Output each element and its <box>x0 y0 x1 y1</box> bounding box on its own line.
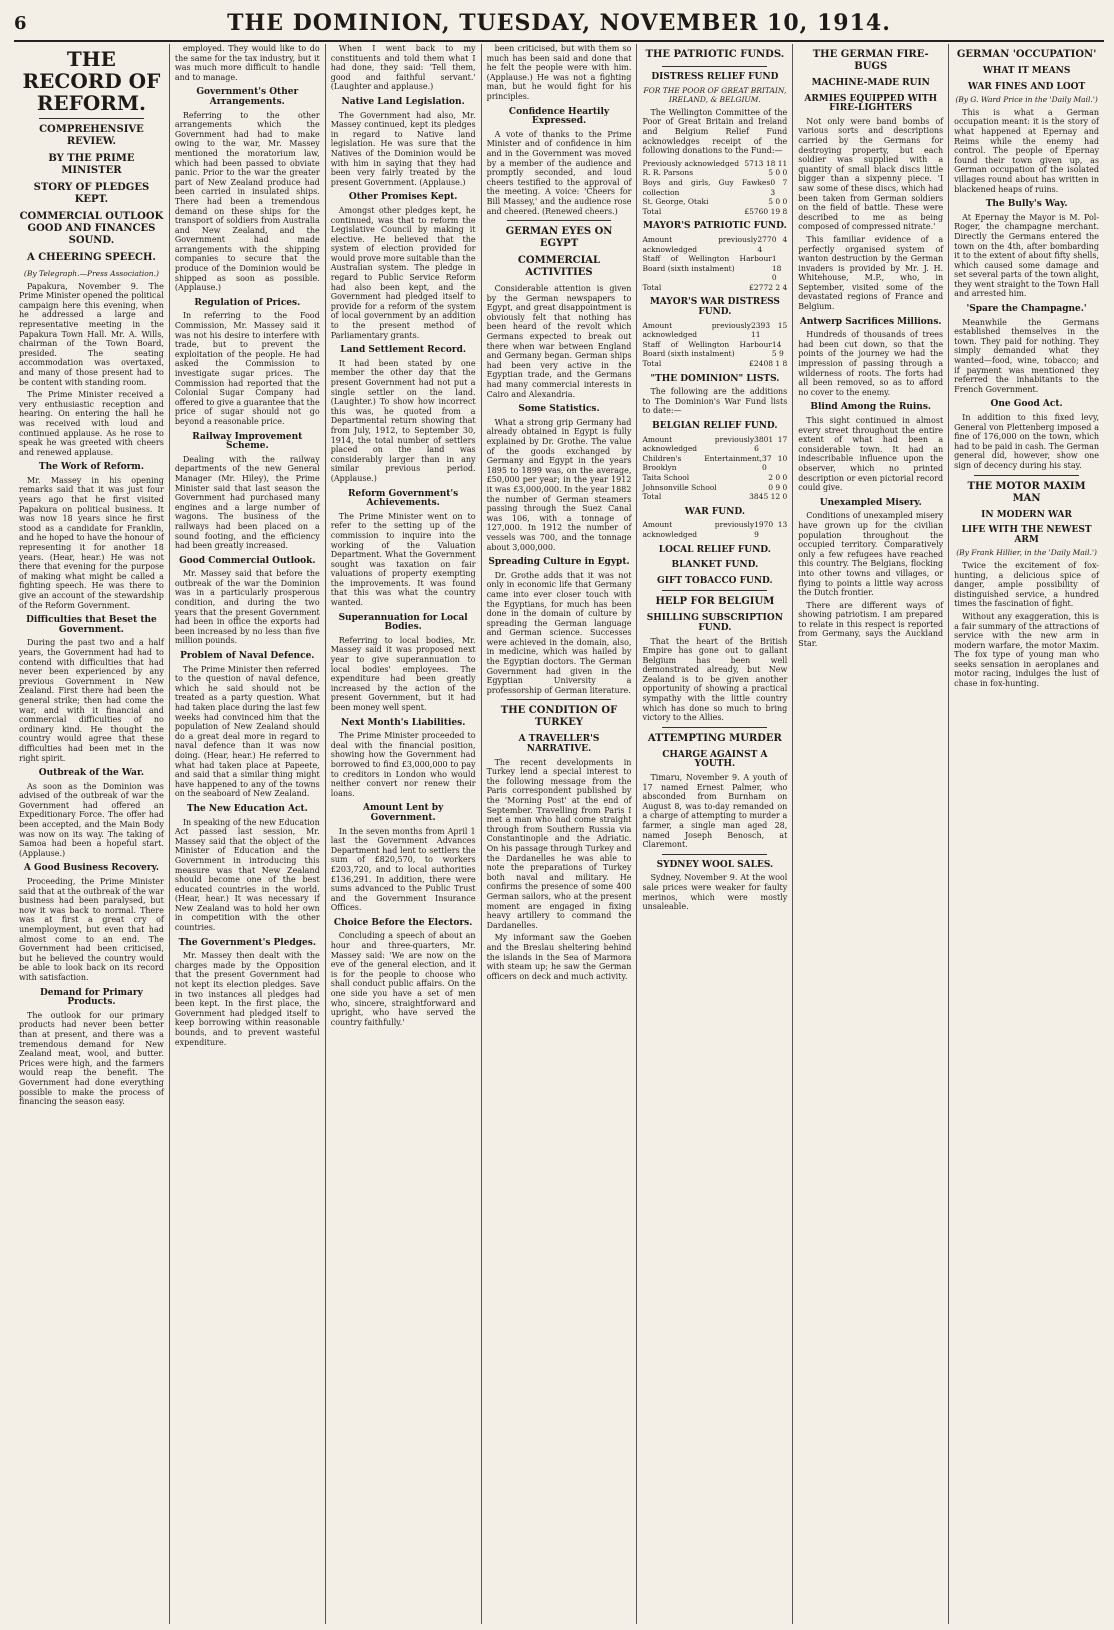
lead-text: FOR THE POOR OF GREAT BRITAIN, IRELAND, & BELGIUM. <box>643 85 787 105</box>
headline-motor-maxim-man: THE MOTOR MAXIM MAN <box>967 480 1086 504</box>
fund-row-label: R. R. Parsons <box>642 168 694 178</box>
byline: (By Telegraph.—Press Association.) <box>23 269 159 278</box>
fund-row-amount: 5 0 0 <box>768 197 788 207</box>
newspaper-title: THE DOMINION, TUESDAY, NOVEMBER 10, 1914. <box>227 10 891 36</box>
section-heading: A Good Business Recovery. <box>23 863 159 874</box>
subhead: CHARGE AGAINST A YOUTH. <box>662 749 768 770</box>
fund-row-label: Amount previously acknowledged <box>642 434 755 454</box>
fund-row <box>642 207 787 217</box>
fund-table <box>642 159 787 217</box>
paragraph: Mr. Massey in his opening remarks said that it was just four years ago that he first visited Papakura on political business. It was now 18 years since he first stood as a candidate for Franklin, and he hoped to have the honour of representing it for another 18 years. (Hear, hear.) He was not there that evening for the purpose of making what might be called a fighting speech. He was there to give an account of the stewardship of the Reform Government. <box>19 475 164 610</box>
paragraph: The Prime Minister received a very enthusiastic reception and hearing. On entering the hall he was received with loud and continued applause. As he rose to speak he was greeted with cheers and renewed applause. <box>19 390 164 457</box>
paragraph: During the past two and a half years, the Government had had to contend with difficulties that had never been experienced by any previous Government in New Zealand. First there had been the general strike; then had come the war, and with it financial and commercial difficulties of no ordinary kind. He thought the country would agree that these difficulties had been met in the right spirit. <box>19 638 164 763</box>
fund-row-label: Total <box>642 206 662 216</box>
fund-row-label: Total <box>642 492 662 502</box>
column-7 <box>949 44 1104 1624</box>
headline-attempting-murder: ATTEMPTING MURDER <box>647 732 782 744</box>
column-4 <box>482 44 638 1624</box>
section-heading: Choice Before the Electors. <box>333 917 473 928</box>
fund-row-amount: £5760 19 8 <box>744 206 788 216</box>
paragraph: The Wellington Committee of the Poor of Great Britain and Ireland and Belgium Relief Fund acknowledges receipt of the following donations to the Fund:— <box>642 107 788 156</box>
paragraph: Dr. Grothe adds that it was not only in economic life that Germany came into ever closer touch with the Egyptians, for much has been done in the domain of culture by spreading the German language and German science. Successes were achieved in the domain, also, in medicine, which was hailed by the Egyptian doctors. The German Government had given in the Egyptian University a professorship of German literature. <box>486 570 632 695</box>
fund-table <box>642 321 787 369</box>
subhead: A TRAVELLER'S NARRATIVE. <box>518 734 600 755</box>
fund-row <box>642 520 787 539</box>
paragraph: In the seven months from April 1 last the Government Advances Department had lent to settlers the sum of £820,570, to workers £203,720, and to local authorities £136,291. In addition, there were sums advanced to the Public Trust and the Government Insurance Offices. <box>330 826 476 913</box>
fund-row-amount: 37 10 0 <box>762 453 788 473</box>
subhead: WAR FINES AND LOOT <box>967 81 1086 92</box>
section-heading: Regulation of Prices. <box>194 297 301 308</box>
section-heading: MAYOR'S WAR DISTRESS FUND. <box>649 297 780 318</box>
fund-row-label: Taita School <box>642 472 690 482</box>
fund-row-amount: 1970 13 9 <box>754 520 788 539</box>
section-heading: Outbreak of the War. <box>38 768 145 779</box>
section-heading: Demand for Primary Products. <box>40 987 143 1008</box>
paragraph: When I went back to my constituents and told them what I had done, they said: 'Tell them, good and faithful servant.' (Laughter and applause.) <box>330 44 476 92</box>
headline-condition-of-turkey: THE CONDITION OF TURKEY <box>500 705 618 729</box>
paragraph: Dealing with the railway departments of the new General Manager (Mr. Hiley), the Prime Minister said that last season the Government had purchased many engines and a large number of wagons. The business of the railways had been placed on a sound footing, and the efficiency had been greatly increased. <box>174 454 320 551</box>
section-heading: The Work of Reform. <box>38 462 144 473</box>
fund-table <box>642 520 787 539</box>
fund-row <box>642 159 787 169</box>
section-heading: Next Month's Liabilities. <box>340 717 466 728</box>
paragraph: My informant saw the Goeben and the Breslau sheltering behind the islands in the Sea of Marmora with steam up; he saw the German officers on deck and much activity. <box>486 933 632 981</box>
section-heading: Superannuation for Local Bodies. <box>338 612 468 633</box>
fund-row <box>642 473 787 483</box>
subhead: A CHEERING SPEECH. <box>26 252 156 263</box>
paragraph: been criticised, but with them so much has been said and done that he felt the people were with him. (Applause.) He was not a fighting man, but he would fight for his principles. <box>486 44 632 101</box>
byline: (By Frank Hillier, in the 'Daily Mail.') <box>956 548 1097 558</box>
paragraph: The Government had also, Mr. Massey continued, kept its pledges in regard to Native land legislation. He was sure that the Natives of the Dominion would be with him in saying that they had been very fairly treated by the present Government. (Applause.) <box>330 110 476 187</box>
subhead: BY THE PRIME MINISTER <box>48 153 135 176</box>
paragraph: Meanwhile the Germans established themselves in the town. They paid for nothing. They simply demanded what they wanted—food, wine, tobacco; and if payment was mentioned they referred the inhabitants to the French Government. <box>954 317 1100 394</box>
fund-row <box>642 235 787 254</box>
paragraph: The Prime Minister then referred to the question of naval defence, which he said should not be treated as a party question. What had taken place during the last few weeks had convinced him that the population of New Zealand should do a great deal more in regard to naval defence than it was now doing. (Hear, hear.) He referred to what had taken place at Papeete, and said that a similar thing might have happened to any of the towns on the seaboard of New Zealand. <box>174 664 320 799</box>
column-2 <box>170 44 326 1624</box>
fund-row <box>642 197 787 207</box>
section-heading: Unexampled Misery. <box>819 497 922 508</box>
paragraph: Timaru, November 9. A youth of 17 named Ernest Palmer, who absconded from Burnham on August 8, was to-day remanded on a charge of attempting to murder a farmer, a single man aged 28, named Joseph Benosch, at Claremont. <box>642 773 788 850</box>
column-3 <box>326 44 482 1624</box>
section-heading: One Good Act. <box>990 399 1063 410</box>
paragraph: As soon as the Dominion was advised of the outbreak of war the Government had offered an Expeditionary Force. The offer had been accepted, and the Main Body was now on its way. The taking of Samoa had been a hopeful start. (Applause.) <box>19 781 164 858</box>
paragraph: In speaking of the new Education Act passed last session, Mr. Massey said that the object of the Minister of Education and the Government in introducing this measure was that New Zealand should become one of the best educated countries in the world. (Hear, hear.) It was necessary if New Zealand was to hold her own in competition with the other countries. <box>174 817 320 933</box>
section-heading: Amount Lent by Government. <box>363 803 444 823</box>
headline-help-for-belgium: HELP FOR BELGIUM <box>655 596 775 608</box>
section-heading: WAR FUND. <box>684 506 745 517</box>
headline-patriotic-funds: THE PATRIOTIC FUNDS. <box>645 49 785 60</box>
section-heading: LOCAL RELIEF FUND. <box>658 544 771 555</box>
fund-row <box>642 435 787 454</box>
paragraph: Concluding a speech of about an hour and three-quarters, Mr. Massey said: 'We are now on the eve of the general election, and it is for the people to choose who shall conduct public affairs. On the one side you have a set of men who, sincere, straightforward and upright, who have served the country faithfully.' <box>330 931 476 1027</box>
section-heading: BELGIAN RELIEF FUND. <box>652 421 778 431</box>
fund-row-label: St. George, Otaki <box>642 197 709 207</box>
fund-row <box>642 454 787 473</box>
fund-row-amount: 2393 15 11 <box>751 320 788 340</box>
section-heading: Blind Among the Ruins. <box>810 402 932 413</box>
paragraph: Referring to the other arrangements which the Government had had to make owing to the war, Mr. Massey mentioned the moratorium law, which had been passed to obviate panic. Prior to the war the greater part of New Zealand produce had been carried in insulated ships. There had been a tremendous demand on these ships for the transport of soldiers from Australia and New Zealand, and the Government had made arrangements with the shipping companies to secure that the produce of the Dominion would be shipped as soon as possible. (Applause.) <box>174 110 320 293</box>
fund-row-label: Children's Entertainment, Brooklyn <box>642 453 763 473</box>
section-heading: Some Statistics. <box>518 404 600 415</box>
fund-row <box>642 483 787 493</box>
paragraph: This familiar evidence of a perfectly organised system of wanton destruction by the German invaders is provided by Mr. J. H. Whitehouse, M.P., who, in September, visited some of the devastated regions of France and Belgium. <box>798 234 944 312</box>
fund-row-label: Previously acknowledged <box>642 158 740 168</box>
section-heading: Other Promises Kept. <box>348 192 458 203</box>
fund-row-amount: 5 0 0 <box>768 168 788 178</box>
fund-row-amount: 3801 17 6 <box>754 434 788 454</box>
fund-row-label: Staff of Wellington Harbour Board (sixth instalment) <box>642 339 772 359</box>
section-heading: Land Settlement Record. <box>340 345 467 356</box>
headline-german-fire-bugs: THE GERMAN FIRE-BUGS <box>812 49 929 72</box>
section-heading: Native Land Legislation. <box>341 96 465 107</box>
fund-row-amount: 3845 12 0 <box>749 492 788 502</box>
section-heading: Spreading Culture in Egypt. <box>488 557 630 568</box>
section-heading: MAYOR'S PATRIOTIC FUND. <box>642 221 787 232</box>
section-heading: Railway Improvement Scheme. <box>192 431 303 452</box>
subhead: WHAT IT MEANS <box>982 66 1071 76</box>
fund-row-amount: 2 0 0 <box>768 472 788 482</box>
page-number: 6 <box>14 12 27 34</box>
subhead: COMMERCIAL OUTLOOK GOOD AND FINANCES SOUND. <box>19 211 164 246</box>
paragraph: Mr. Massey said that before the outbreak of the war the Dominion was in a particularly prosperous condition, and during the two years that the present Government had been in office the exports had been increased by no less than five million pounds. <box>174 569 320 646</box>
fund-table <box>642 235 787 293</box>
paragraph: This is what a German occupation meant: it is the story of what happened at Epernay and Reims while the enemy had control. The people of Epernay found their town given up, as German occupation of the isolated villages round about has written in blackened heaps of ruins. <box>954 107 1100 194</box>
fund-row <box>642 168 787 178</box>
section-heading: Reform Government's Achievements. <box>348 488 459 509</box>
fund-row-amount: 14 5 9 <box>771 339 784 359</box>
fund-row <box>642 283 787 293</box>
fund-row-amount: £2408 1 8 <box>749 359 788 369</box>
paragraph: There are different ways of showing patriotism. I am prepared to relate in this respect is reported from Germany, says the Auckland Star. <box>798 600 944 649</box>
column-6 <box>793 44 949 1624</box>
section-heading: Problem of Naval Defence. <box>180 651 315 662</box>
fund-row <box>642 492 787 502</box>
paragraph: Hundreds of thousands of trees had been cut down, so that the points of the journey we had the impression of passing through a wilderness of roots. The forts had all been removed, so as to afford no cover to the enemy. <box>798 330 944 397</box>
paragraph: This sight continued in almost every street throughout the entire extent of what had been a considerable town. It had an indescribable influence upon the observer, which no printed description or even pictorial record could give. <box>798 416 944 493</box>
paragraph: The outlook for our primary products had never been better than at present, and there was a tremendous demand for New Zealand meat, wool, and butter. Prices were high, and the farmers would reap the benefit. The Government had done everything possible to make the process of financing the season easy. <box>19 1010 164 1107</box>
paragraph: What a strong grip Germany had already obtained in Egypt is fully explained by Dr. Grothe. The value of the goods exchanged by Germany and Egypt in the years 1895 to 1899 was, on the average, £50,000 per year; in the year 1912 it was £3,000,000. In the year 1882 the number of German steamers passing through the Suez Canal was 106, with a tonnage of 127,000. In 1912 the number of vessels was 700, and the tonnage about 3,000,000. <box>486 417 632 552</box>
fund-row-amount: 1 18 0 <box>771 254 782 283</box>
paragraph: The Prime Minister went on to refer to the setting up of the commission to inquire into the working of the Valuation Department. What the Government sought was taxation on fair valuations of property exempting the improvements. It was found that this was what the country wanted. <box>330 511 476 608</box>
fund-row-amount: 5713 18 11 <box>744 158 788 168</box>
fund-row-amount: 2770 4 4 <box>757 234 788 254</box>
section-heading: Antwerp Sacrifices Millions. <box>799 316 942 327</box>
fund-row <box>642 254 787 283</box>
subhead: SHILLING SUBSCRIPTION FUND. <box>646 613 783 633</box>
paragraph: Sydney, November 9. At the wool sale prices were weaker for faulty merinos, which were mostly unsaleable. <box>642 873 788 912</box>
paragraph: At Epernay the Mayor is M. Pol-Roger, the champagne merchant. Directly the Germans entered the town on the 4th, after bombarding it to the extent of about fifty shells, which caused some damage and set several parts of the town alight, they went straight to the Town Hall and arrested him. <box>954 212 1100 299</box>
fund-row-label: Total <box>642 282 662 292</box>
column-1 <box>14 44 170 1624</box>
section-heading: 'Spare the Champagne.' <box>966 304 1087 315</box>
paragraph: Papakura, November 9. The Prime Minister opened the political campaign here this evening, when he addressed a large and representative meeting in the Papakura Town Hall. Mr. A. Wills, chairman of the Town Board, presided. The seating accommodation was overtaxed, and many of those present had to be content with standing room. <box>19 281 164 387</box>
fund-row <box>642 321 787 340</box>
paragraph: A vote of thanks to the Prime Minister and of confidence in him and in the Government was moved by a member of the audience and promptly seconded, and loud cheers testified to the approval of the meeting. A voice: 'Cheers for Bill Massey,' and the audience rose and cheered. (Renewed cheers.) <box>486 129 632 216</box>
section-heading: The Bully's Way. <box>985 199 1068 210</box>
fund-row <box>642 178 787 197</box>
subhead: LIFE WITH THE NEWEST ARM <box>961 525 1092 545</box>
paragraph: That the heart of the British Empire has gone out to gallant Belgium has been well demonstrated already, but New Zealand is to be given another opportunity of showing a practical sympathy with the little country which has done so much to bring victory to the Allies. <box>642 636 788 723</box>
section-heading: GIFT TOBACCO FUND. <box>657 575 773 586</box>
section-heading: The New Education Act. <box>186 803 308 814</box>
fund-row-label: Amount previously acknowledged <box>642 320 751 340</box>
headline-german-occupation: GERMAN 'OCCUPATION' <box>956 49 1097 60</box>
subhead: COMMERCIAL ACTIVITIES <box>517 255 601 279</box>
paragraph: Twice the excitement of fox-hunting, a delicious spice of danger, ample possibility of distinguished service, a hundred times the fascination of fight. <box>954 560 1100 609</box>
section-heading: SYDNEY WOOL SALES. <box>656 859 774 870</box>
section-heading: Government's Other Arrangements. <box>196 87 299 107</box>
paragraph: Mr. Massey then dealt with the charges made by the Opposition that the present Government had not kept its election pledges. Save in two instances all pledges had been kept. In the first place, the Government had pledged itself to keep borrowing within reasonable bounds, and to prevent wasteful expenditure. <box>174 951 320 1047</box>
paragraph: Considerable attention is given by the German newspapers to Egypt, and great disappointment is obviously felt that nothing has been heard of the revolt which Germans expected to break out there when war between England and Germany began. German ships had been very active in the Egyptian trade, and the Germans had many commercial interests in Cairo and Alexandria. <box>486 284 632 399</box>
paragraph: Not only were band bombs of various sorts and descriptions carried by the Germans for destroying property, but each soldier was supplied with a quantity of small black discs little bigger than a sixpenny piece. 'I saw some of these discs, which had been taken from German soldiers on the field of battle. These were described to me as being composed of compressed nitrate.' <box>798 116 944 232</box>
paragraph: The Prime Minister proceeded to deal with the financial position, showing how the Government had borrowed to find £3,000,000 to pay to creditors in London who would neither convert nor renew their loans. <box>330 731 476 798</box>
paragraph: It had been stated by one member the other day that the present Government had not put a single settler on the land. (Laughter.) To show how incorrect this was, he quoted from a Departmental return showing that from July, 1912, to September 30, 1914, the total number of settlers placed on the land was considerably larger than in any similar previous period. (Applause.) <box>330 358 476 483</box>
fund-row-label: Total <box>642 359 662 369</box>
subhead: COMPREHENSIVE REVIEW. <box>39 124 144 147</box>
section-heading: BLANKET FUND. <box>671 560 759 571</box>
subhead: ARMIES EQUIPPED WITH FIRE-LIGHTERS <box>804 93 938 114</box>
paragraph: Without any exaggeration, this is a fair summary of the attractions of service with the new arm in modern warfare, the motor Maxim. The fox type of young man who seeks sensation in aeroplanes and motor racing, indulges the lust of chase in fox-hunting. <box>954 611 1100 689</box>
page-columns <box>14 44 1104 1624</box>
paragraph: The recent developments in Turkey lend a special interest to the following message from the Paris correspondent published by the 'Morning Post' at the end of September. Travelling from Paris I met a man who had come straight through from Southern Russia via Constantinople and the Adriatic. On his passage through Turkey and the Dardanelles he was able to note the preparations of Turkey both naval and military. He confirms the presence of some 400 German sailors, who at the present moment are engaged in fixing heavy artillery to command the Dardanelles. <box>486 757 632 930</box>
fund-row-amount: 0 9 0 <box>768 482 788 492</box>
paragraph: Proceeding, the Prime Minister said that at the outbreak of the war business had been paralysed, but now it was back to normal. There was at first a great cry of unemployment, but even that had almost come to an end. The Government had been criticised, but he believed the country would be able to look back on its record with satisfaction. <box>19 877 164 982</box>
paragraph: The following are the additions to The Dominion's War Fund lists to date:— <box>642 387 788 416</box>
paragraph: In referring to the Food Commission, Mr. Massey said it was not his desire to interfere with trade, but to prevent the exploitation of the people. He had asked the Commission to investigate sugar prices. The Commission had reported that the Colonial Sugar Company had offered to give a guarantee that the price of sugar should not go beyond a reasonable price. <box>174 311 320 426</box>
headline-german-eyes-on-egypt: GERMAN EYES ON EGYPT <box>505 226 613 250</box>
section-heading: Difficulties that Beset the Government. <box>26 615 157 635</box>
headline-record-of-reform: THE RECORD OF REFORM. <box>22 47 161 115</box>
paragraph: In addition to this fixed levy, General von Plettenberg imposed a fine of 176,000 on the town, which had to be paid in cash. The German general did, however, show one sign of decency during his stay. <box>954 413 1100 470</box>
fund-row-label: Amount previously acknowledged <box>642 520 755 539</box>
masthead <box>14 6 1104 42</box>
fund-row-label: Amount previously acknowledged <box>642 234 758 254</box>
paragraph: employed. They would like to do the same for the tax industry, but it was much more difficult to handle and to manage. <box>174 44 320 82</box>
section-heading: DISTRESS RELIEF FUND <box>651 72 779 82</box>
fund-row <box>642 359 787 369</box>
subhead: IN MODERN WAR <box>981 509 1073 520</box>
subhead: MACHINE-MADE RUIN <box>811 78 930 88</box>
fund-row-amount: 0 7 3 <box>770 177 788 197</box>
fund-row-amount: £2772 2 4 <box>749 282 788 292</box>
section-heading: The Government's Pledges. <box>178 937 316 948</box>
paragraph: Referring to local bodies, Mr. Massey said it was proposed next year to give superannuation to local bodies' employees. The expenditure had been greatly increased by the action of the present Government, but it had been money well spent. <box>330 635 476 712</box>
fund-row-label: Johnsonville School <box>642 482 717 492</box>
fund-row <box>642 340 787 359</box>
section-heading: Confidence Heartily Expressed. <box>508 106 610 127</box>
fund-row-label: Staff of Wellington Harbour Board (sixth instalment) <box>642 254 772 273</box>
subhead: STORY OF PLEDGES KEPT. <box>33 182 150 205</box>
fund-row-label: Boys and girls, Guy Fawkes collection <box>642 177 771 197</box>
fund-table <box>642 435 787 502</box>
section-heading: "THE DOMINION" LISTS. <box>650 373 780 384</box>
section-heading: Good Commercial Outlook. <box>179 555 316 566</box>
paragraph: Conditions of unexampled misery have grown up for the civilian population throughout the occupied territory. Comparatively only a few refugees have reached this country. The Belgians, flocking into other towns and villages, or flying to points a little way across the Dutch frontier. <box>798 511 944 598</box>
byline: (By G. Ward Price in the 'Daily Mail.') <box>955 95 1098 105</box>
column-5 <box>637 44 793 1624</box>
paragraph: Amongst other pledges kept, he continued, was that to reform the Legislative Council by making it elective. He believed that the system of election provided for would prove more suitable than the Australian system. The pledge in regard to Public Service Reform had also been kept, and the Government had pledged itself to provide for a reform of the system of local government by an addition to the present method of Parliamentary grants. <box>330 205 476 340</box>
